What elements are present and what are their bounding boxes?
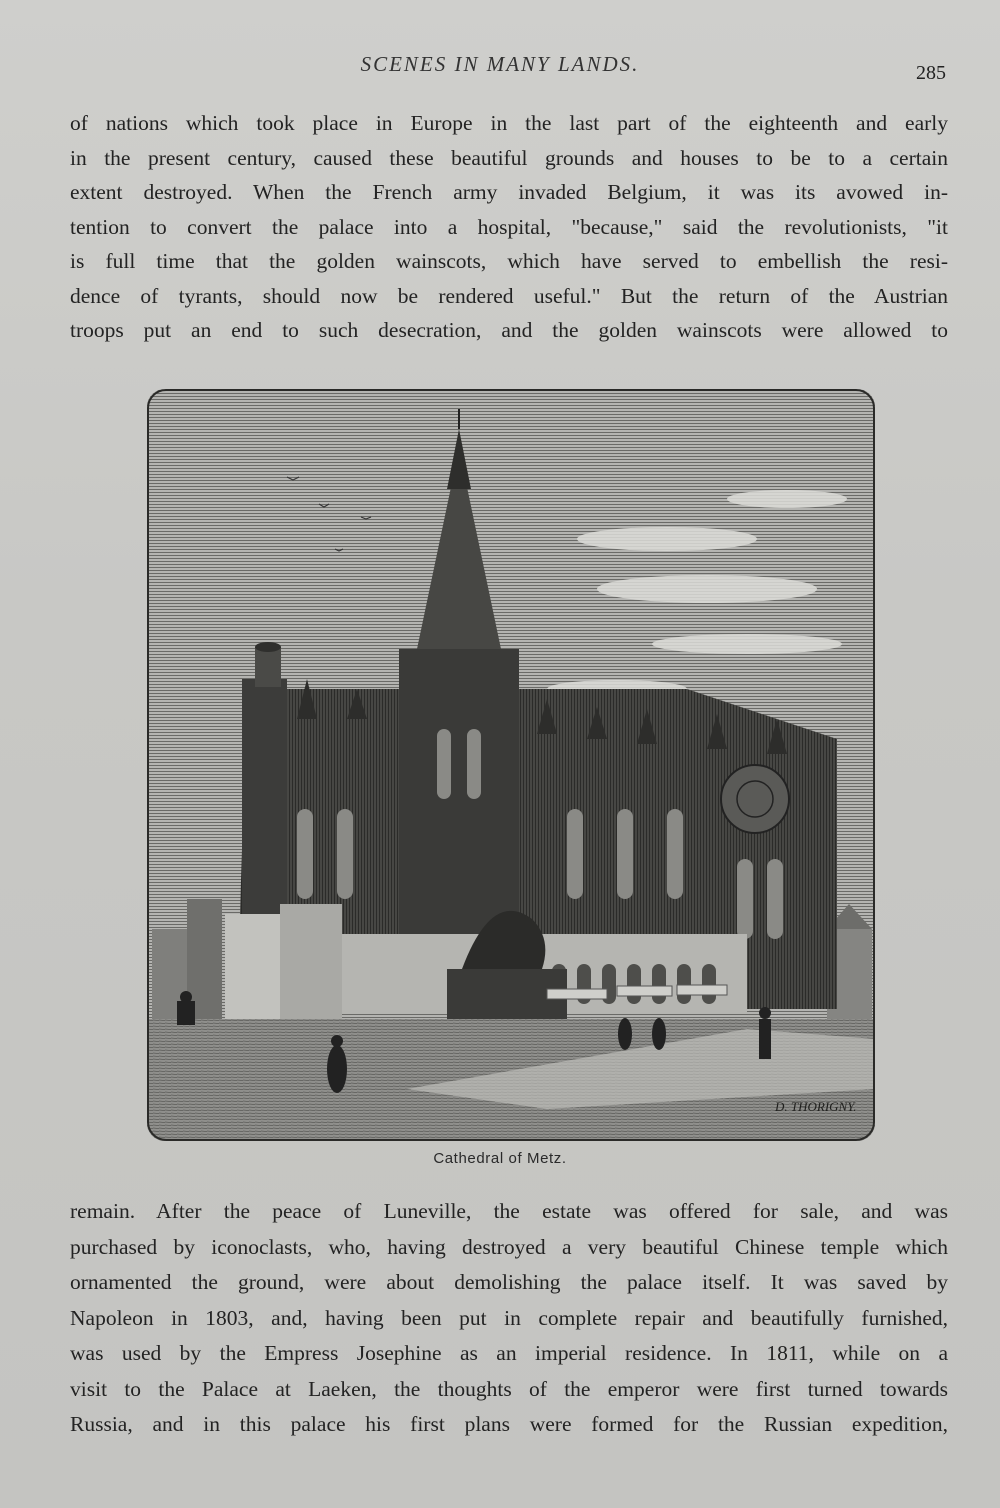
figure-caption: Cathedral of Metz. xyxy=(433,1150,567,1167)
text-line: was used by the Empress Josephine as an imperial residence. In 1811, while on a xyxy=(70,1341,948,1365)
text-line: ornamented the ground, were about demolishing the palace itself. It was saved by xyxy=(70,1270,948,1294)
text-line: visit to the Palace at Laeken, the thoughts of the emperor were first turned towards xyxy=(70,1376,948,1401)
bottom-paragraph xyxy=(70,1194,948,1443)
text-line: troops put an end to such desecration, and the golden wainscots were allowed to xyxy=(70,318,948,342)
top-paragraph xyxy=(70,106,948,348)
engraving-illustration xyxy=(147,389,875,1141)
page-number: 285 xyxy=(916,62,946,84)
running-head: SCENES IN MANY LANDS. xyxy=(360,52,640,76)
text-line: extent destroyed. When the French army invaded Belgium, it was its avowed in- xyxy=(70,180,948,204)
text-line: of nations which took place in Europe in the last part of the eighteenth and early xyxy=(70,111,948,135)
text-line: purchased by iconoclasts, who, having destroyed a very beautiful Chinese temple which xyxy=(70,1234,948,1259)
text-line: Napoleon in 1803, and, having been put in complete repair and beautifully furnished, xyxy=(70,1305,948,1330)
cathedral-engraving xyxy=(147,389,875,1141)
text-line: in the present century, caused these beautiful grounds and houses to be to a certain xyxy=(70,145,948,170)
text-line: Russia, and in this palace his first plans were formed for the Russian expedition, xyxy=(70,1412,948,1436)
text-line: dence of tyrants, should now be rendered useful." But the return of the Austrian xyxy=(70,283,948,308)
text-line: tention to convert the palace into a hospital, "because," said the revolutionists, "it xyxy=(70,214,948,239)
text-line: remain. After the peace of Luneville, the estate was offered for sale, and was xyxy=(70,1199,948,1223)
text-line: is full time that the golden wainscots, which have served to embellish the resi- xyxy=(70,249,948,273)
engraver-signature: D. THORIGNY. xyxy=(775,1099,857,1114)
